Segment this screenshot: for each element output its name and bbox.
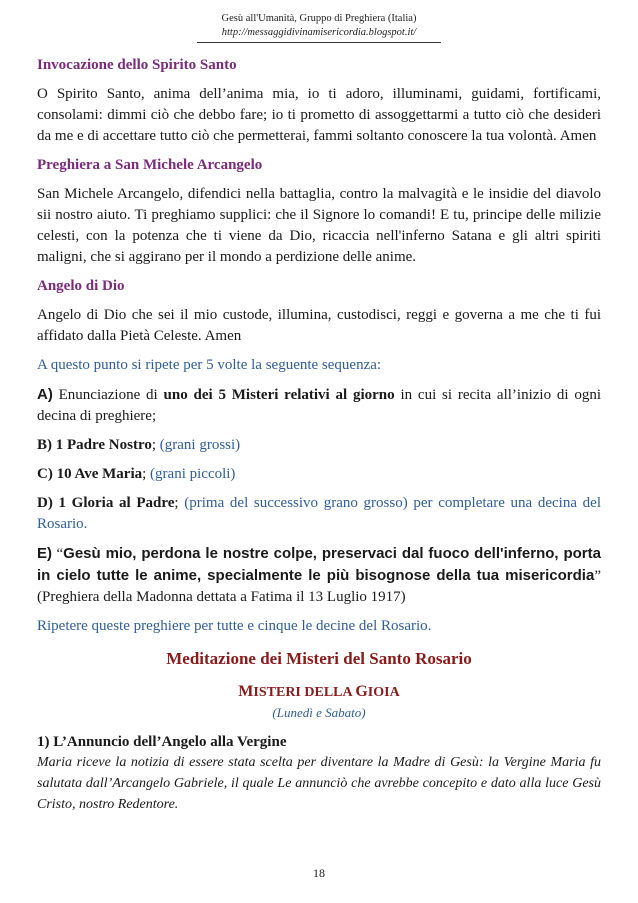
sequence-e-bold: Gesù mio, perdona le nostre colpe, preservaci dal fuoco dell'inferno, porta in cielo tutte le anime, specialmente le più bisognose della tua misericordia: [37, 545, 601, 584]
first-mystery-text: Maria riceve la notizia di essere stata scelta per diventare la Madre di Gesù: la Vergine Maria fu salutata dall’Arcangelo Gabriele, il quale Le annunciò che avrebbe concepito e dato alla luce Gesù Cristo, nostro Redentore.: [37, 755, 601, 812]
sequence-c: [37, 464, 601, 485]
invocazione-text: O Spirito Santo, anima dell’anima mia, io ti adoro, illuminami, guidami, fortificami, consolami: dimmi ciò che debbo fare; io ti prometto di assoggettarmi a tutto ciò che desideri da me e di accettare tutto ciò che permetterai, fammi soltanto conoscere la tua volontà. Amen: [37, 86, 601, 144]
sequence-d-sep: ;: [174, 495, 185, 511]
sequence-a-text1: Enunciazione di: [52, 387, 164, 403]
sequence-e-close: ” (Preghiera della Madonna dettata a Fatima il 13 Luglio 1917): [37, 568, 601, 605]
sequence-a-bold: uno dei 5 Misteri relativi al giorno: [163, 387, 395, 403]
sequence-a-text2: in cui si recita all’inizio di ogni decina di preghiere;: [37, 387, 601, 424]
sequence-e-label: E): [37, 545, 52, 562]
header-url[interactable]: http://messaggidivinamisericordia.blogspot.it/: [221, 27, 417, 38]
meditation-title: Meditazione dei Misteri del Santo Rosario: [166, 649, 472, 668]
mysteries-text-2: IOIA: [367, 685, 400, 700]
sequence-c-note: (grani piccoli): [150, 466, 236, 482]
invocazione-title: Invocazione dello Spirito Santo: [37, 57, 237, 73]
angelo-title: Angelo di Dio: [37, 278, 125, 294]
michele-title: Preghiera a San Michele Arcangelo: [37, 157, 263, 173]
mysteries-initial-m: M: [238, 683, 254, 700]
sequence-repeat: Ripetere queste preghiere per tutte e cinque le decine del Rosario.: [37, 618, 432, 634]
sequence-d: [37, 493, 601, 535]
sequence-a: [37, 384, 601, 427]
mysteries-heading: [37, 683, 601, 701]
angelo-text: Angelo di Dio che sei il mio custode, illumina, custodisci, reggi e governa a me che ti fui affidato dalla Pietà Celeste. Amen: [37, 307, 601, 344]
mysteries-days: (Lunedì e Sabato): [272, 705, 366, 720]
mysteries-initial-g: G: [355, 683, 368, 700]
mysteries-text-1: ISTERI DELLA: [253, 685, 356, 700]
sequence-e: [37, 543, 601, 608]
michele-text: San Michele Arcangelo, difendici nella battaglia, contro la malvagità e le insidie del diavolo sii nostro aiuto. Ti preghiamo supplici: che il Signore lo comandi! E tu, principe delle milizie celesti, con la potenza che ti viene da Dio, ricaccia nell'inferno Satana e gli altri spiriti maligni, che si aggirano per il mondo a perdizione delle anime.: [37, 186, 601, 265]
first-mystery-title: 1) L’Annuncio dell’Angelo alla Vergine: [37, 734, 287, 750]
sequence-c-sep: ;: [142, 466, 151, 482]
sequence-intro: A questo punto si ripete per 5 volte la seguente sequenza:: [37, 357, 382, 373]
sequence-b-sep: ;: [151, 437, 160, 453]
document-page: [37, 12, 601, 815]
sequence-d-note: (prima del successivo grano grosso) per completare una decina del Rosario.: [37, 495, 601, 532]
sequence-b-bold: B) 1 Padre Nostro: [37, 437, 152, 453]
sequence-b-note: (grani grossi): [159, 437, 241, 453]
sequence-b: [37, 435, 601, 456]
sequence-a-label: A): [37, 386, 53, 403]
header-title: Gesù all'Umanità, Gruppo di Preghiera (Italia): [221, 13, 417, 24]
sequence-c-bold: C) 10 Ave Maria: [37, 466, 143, 482]
page-number: 18: [313, 866, 325, 880]
page-header: [37, 12, 601, 43]
sequence-e-open: “: [52, 546, 64, 562]
sequence-d-bold: D) 1 Gloria al Padre: [37, 495, 175, 511]
